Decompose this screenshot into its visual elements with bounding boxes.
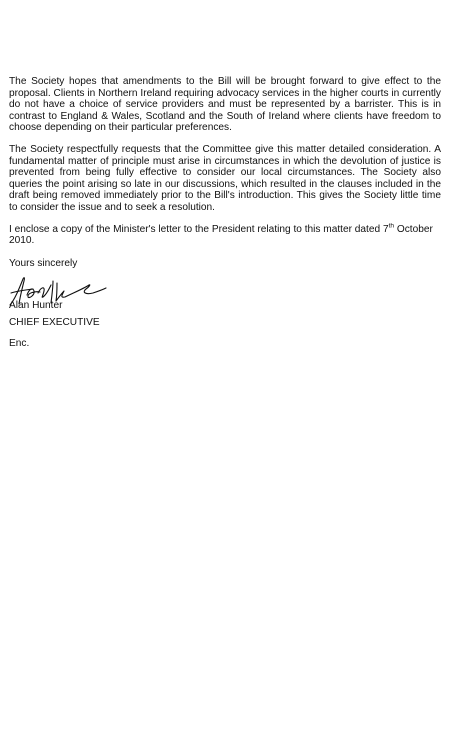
- ordinal-suffix: th: [388, 222, 394, 230]
- closing-salutation: Yours sincerely: [9, 257, 78, 269]
- paragraph-amendments: The Society hopes that amendments to the Bill will be brought forward to give effect to the proposal. Clients in Northern Ireland requiring advocacy services in the higher courts in currently do not have a choice of service providers and must be represented by a barrister. This is in contrast to England & Wales, Scotland and the South of Ireland where clients have freedom to choose depending on their particular preferences.: [9, 76, 441, 134]
- signatory-title: CHIEF EXECUTIVE: [9, 317, 100, 329]
- signature-block: [9, 269, 441, 317]
- letter-body: [9, 76, 441, 350]
- enclosure-marker: Enc.: [9, 337, 30, 349]
- enclosure-note-text: I enclose a copy of the Minister's letter to the President relating to this matter dated 7: [9, 223, 389, 235]
- paragraph-committee-request: The Society respectfully requests that the Committee give this matter detailed consideration. A fundamental matter of principle must arise in circumstances in which the devolution of justice is prevented from being fully effective to consider our local circumstances. The Society also queries the point arising so late in our discussions, which resulted in the clauses included in the draft being removed immediately prior to the Bill's introduction. This gives the Society little time to consider the issue and to seek a resolution.: [9, 143, 441, 213]
- signatory-name: Alan Hunter: [9, 300, 63, 312]
- enclosure-note-date: October 2010.: [9, 223, 433, 247]
- paragraph-enclosure-note: [9, 224, 441, 247]
